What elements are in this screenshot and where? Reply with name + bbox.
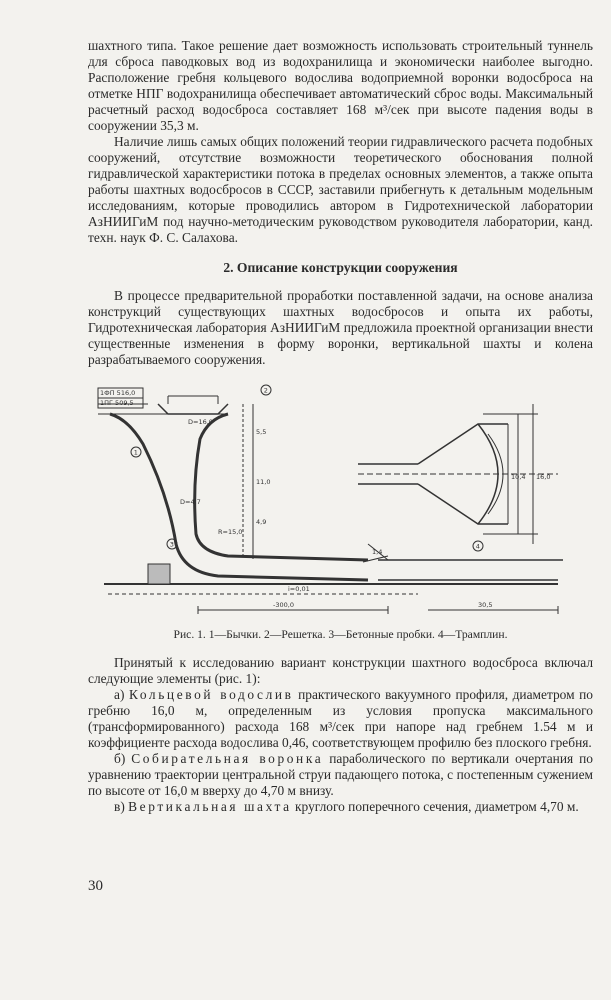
- item-b-text: параболического по вертикали очертания по уравнению траектории центральной струи падающего потока, с постепенным сужением по высоте от 16,0 м вверху до 4,70 м внизу.: [88, 751, 593, 798]
- label-305: 30,5: [478, 601, 493, 609]
- figure-caption: Рис. 1. 1—Бычки. 2—Решетка. 3—Бетонные пробки. 4—Трамплин.: [173, 628, 508, 641]
- callout-mark: 2: [263, 386, 268, 395]
- item-c-lead: в): [114, 799, 129, 814]
- item-a-term: Кольцевой водослив: [128, 687, 294, 702]
- funnel-wall-right: [195, 414, 368, 560]
- label-d-top: D=16,0: [188, 418, 213, 426]
- label-160: 16,0: [536, 473, 551, 481]
- label-14: 1,4: [372, 548, 383, 556]
- label-110: 11,0: [256, 478, 271, 486]
- label-upg: 1ПГ 509,5: [100, 399, 134, 407]
- callout-mark: 1: [133, 448, 138, 457]
- page-content: [88, 38, 593, 815]
- item-a-text: практического вакуумного профиля, диаметром по гребню 16,0 м, определенным из условия пропуска максимального (трансформированного) расхода 168 м³/сек при напоре над гребнем 1.54 м и коэффициенте расхода водослива 0,46, соответствующем профилю без плоского гребня.: [88, 687, 593, 750]
- list-item-a: [88, 687, 593, 751]
- label-55: 5,5: [256, 428, 267, 436]
- item-a-lead: а): [114, 687, 129, 702]
- item-c-text: круглого поперечного сечения, диаметром 4,70 м.: [291, 799, 579, 814]
- paragraph-1: шахтного типа. Такое решение дает возможность использовать строительный туннель для сброса паводковых вод из водохранилища и экономически наиболее выгодно. Расположение гребня кольцевого водослива водоприемной воронки водосброса на отметке НПГ водохранилища обеспечивает автоматический сброс воды. Максимальный расчетный расход водосброса составляет 168 м³/сек при высоте падения воды в сооружении 35,3 м.: [88, 38, 593, 133]
- paragraph-4: Принятый к исследованию вариант конструкции шахтного водосброса включал следующие элементы (рис. 1):: [88, 655, 593, 686]
- item-b-term: Собирательная воронка: [131, 751, 324, 766]
- callouts: [131, 385, 483, 551]
- list-item-b: [88, 751, 593, 799]
- spillway-drawing: [88, 384, 593, 619]
- page-number: 30: [88, 878, 103, 894]
- label-r: R=15,0: [218, 528, 243, 536]
- figure-1: [88, 384, 593, 619]
- item-c-term: Вертикальная шахта: [128, 799, 292, 814]
- list-item-c: [88, 799, 593, 815]
- paragraph-2: Наличие лишь самых общих положений теории гидравлического расчета подобных сооружений, отсутствие возможности теоретического обоснования полной гидравлической характеристики потока в пределах основных элементов, а также опыта работы шахтных водосбросов в СССР, заставили прибегнуть к детальным модельным исследованиям, которые проводились автором в Гидротехнической лаборатории АзНИИГиМ под научно-методическим руководством руководителя лаборатории, канд. техн. наук Ф. С. Салахова.: [88, 134, 593, 245]
- label-49: 4,9: [256, 518, 267, 526]
- label-104: 10,4: [511, 473, 526, 481]
- label-d: D=4,7: [180, 498, 201, 506]
- section-heading: 2. Описание конструкции сооружения: [223, 260, 458, 275]
- label-slope: i=0,01: [288, 585, 310, 593]
- callout-mark: 4: [475, 542, 480, 551]
- label-npg: 1ФП 516,0: [100, 389, 136, 397]
- item-b-lead: б): [114, 751, 132, 766]
- callout-mark: 3: [169, 540, 174, 549]
- label-length: -300,0: [273, 601, 294, 609]
- concrete-plug: [148, 564, 170, 584]
- paragraph-3: В процессе предварительной проработки поставленной задачи, на основе анализа конструкций существующих шахтных водосбросов и опыта их работы, Гидротехническая лаборатория АзНИИГиМ предложила проектной организации внести существенные изменения в форму воронки, вертикальной шахты и колена разрабатываемого сооружения.: [88, 288, 593, 367]
